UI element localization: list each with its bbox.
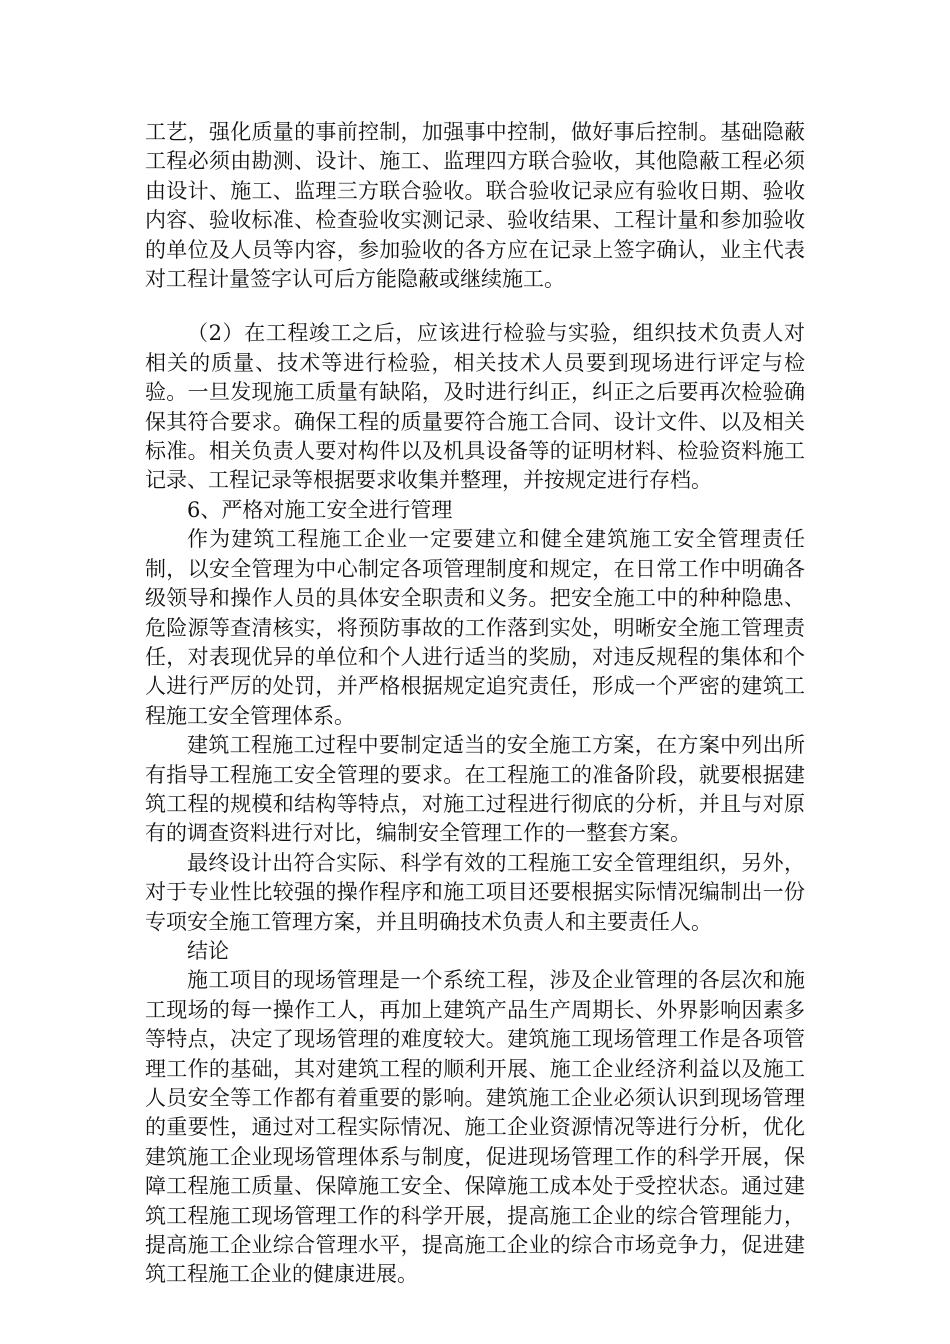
section-heading-conclusion: 结论 — [187, 938, 229, 963]
paragraph-completion-inspection: （2）在工程竣工之后，应该进行检验与实验，组织技术负责人对相关的质量、技术等进行检验，相关技术人员要到现场进行评定与检验。一旦发现施工质量有缺陷，及时进行纠正，纠正之后要再次检验确保其符合要求。确保工程的质量要符合施工合同、设计文件、以及相关标准。相关负责人要对构件以及机具设备等的证明材料、检验资料施工记录、工程记录等根据要求收集并整理，并按规定进行存档。 — [145, 321, 805, 493]
document-page — [145, 118, 805, 1290]
paragraph-gap — [145, 294, 805, 319]
paragraph-safety-organization: 最终设计出符合实际、科学有效的工程施工安全管理组织，另外，对于专业性比较强的操作程序和施工项目还要根据实际情况编制出一份专项安全施工管理方案，并且明确技术负责人和主要责任人。 — [145, 850, 805, 934]
paragraph-continued: 工艺，强化质量的事前控制，加强事中控制，做好事后控制。基础隐蔽工程必须由勘测、设计、施工、监理四方联合验收，其他隐蔽工程必须由设计、施工、监理三方联合验收。联合验收记录应有验收日期、验收内容、验收标准、检查验收实测记录、验收结果、工程计量和参加验收的单位及人员等内容，参加验收的各方应在记录上签字确认，业主代表对工程计量签字认可后方能隐蔽或继续施工。 — [145, 120, 805, 292]
section-heading-safety: 6、严格对施工安全进行管理 — [187, 497, 453, 522]
paragraph-safety-plan: 建筑工程施工过程中要制定适当的安全施工方案，在方案中列出所有指导工程施工安全管理的要求。在工程施工的准备阶段，就要根据建筑工程的规模和结构等特点，对施工过程进行彻底的分析，并且与对原有的调查资料进行对比，编制安全管理工作的一整套方案。 — [145, 733, 805, 846]
paragraph-conclusion: 施工项目的现场管理是一个系统工程，涉及企业管理的各层次和施工现场的每一操作工人，再加上建筑产品生产周期长、外界影响因素多等特点，决定了现场管理的难度较大。建筑施工现场管理工作是各项管理工作的基础，其对建筑工程的顺利开展、施工企业经济利益以及施工人员安全等工作都有着重要的影响。建筑施工企业必须认识到现场管理的重要性，通过对工程实际情况、施工企业资源情况等进行分析，优化建筑施工企业现场管理体系与制度，促进现场管理工作的科学开展，保障工程施工质量、保障施工安全、保障施工成本处于受控状态。通过建筑工程施工现场管理工作的科学开展，提高施工企业的综合管理能力，提高施工企业综合管理水平，提高施工企业的综合市场竞争力，促进建筑工程施工企业的健康进展。 — [145, 968, 805, 1287]
paragraph-safety-responsibility: 作为建筑工程施工企业一定要建立和健全建筑施工安全管理责任制，以安全管理为中心制定各项管理制度和规定，在日常工作中明确各级领导和操作人员的具体安全职责和义务。把安全施工中的种种隐患、危险源等查清核实，将预防事故的工作落到实处，明晰安全施工管理责任，对表现优异的单位和个人进行适当的奖励，对违反规程的集体和个人进行严厉的处罚，并严格根据规定追究责任，形成一个严密的建筑工程施工安全管理体系。 — [145, 527, 805, 728]
